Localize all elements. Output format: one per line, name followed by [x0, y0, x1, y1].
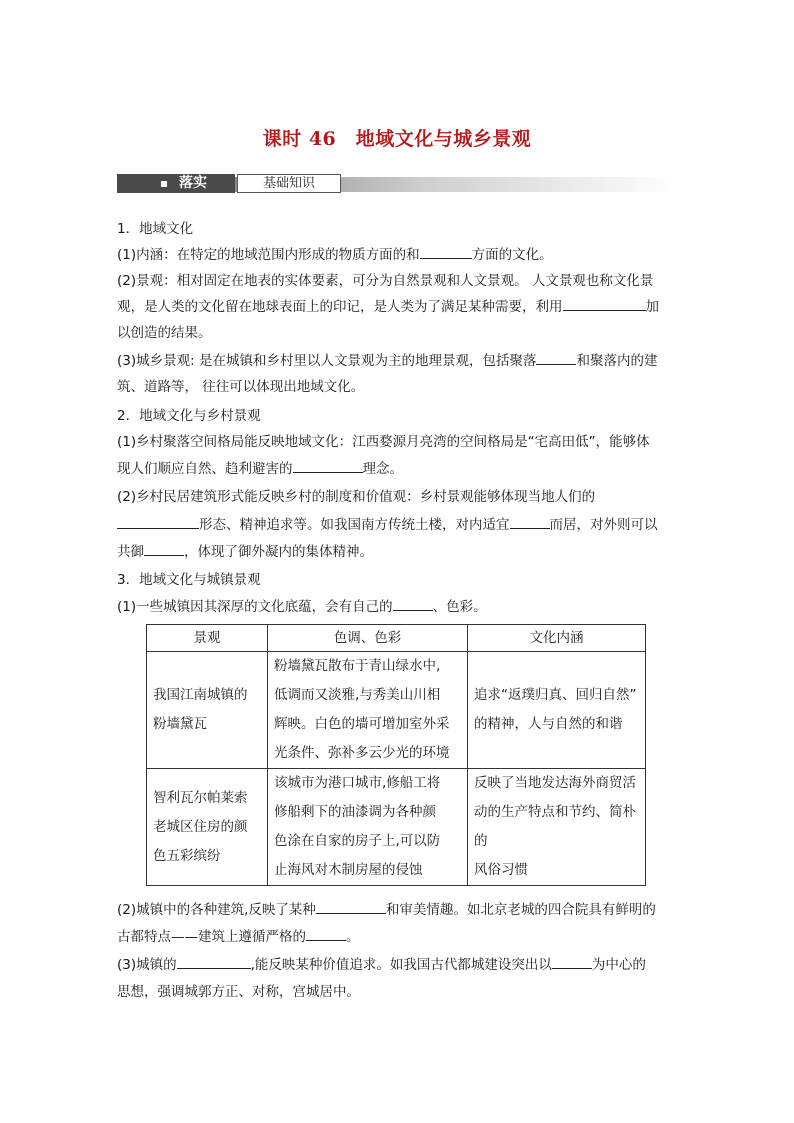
text-span: 观，是人类的文化留在地球表面上的印记，是人类为了满足某种需要，利用 [117, 299, 563, 315]
cell-line: 追求“返璞归真、回归自然” [474, 687, 637, 703]
fill-blank[interactable] [316, 900, 386, 914]
text-span: ，体现了御外凝内的集体精神。 [184, 544, 373, 560]
s3-item-2-line-1 [117, 900, 656, 920]
s1-item-2-line-2 [117, 297, 659, 317]
s1-item-2-line-3: 以创造的结果。 [117, 325, 212, 341]
cell-line: 粉墙黛瓦散布于青山绿水中, [274, 658, 441, 674]
text-span: 方面的文化。 [471, 247, 553, 263]
fill-blank[interactable] [144, 542, 184, 556]
s3-item-2-line-2 [117, 927, 360, 947]
culture-table [146, 624, 646, 886]
s3-item-3-line-1 [117, 955, 646, 975]
fill-blank[interactable] [393, 597, 433, 611]
cell-line: 色五彩缤纷 [153, 847, 221, 864]
banner-label-primary: 落实 [179, 175, 207, 191]
section-3-heading: 3．地域文化与城镇景观 [117, 572, 261, 588]
fill-blank[interactable] [536, 351, 576, 365]
s2-item-1-line-1: (1)乡村聚落空间格局能反映地域文化：江西婺源月亮湾的空间格局是“宅高田低”，能够体 [117, 434, 650, 450]
section-2-heading: 2．地域文化与乡村景观 [117, 408, 261, 424]
s2-item-2-line-3 [117, 542, 373, 562]
text-span: 形态、精神追求等。如我国南方传统土楼，对内适宜 [199, 517, 510, 533]
s1-item-3-line-2: 筑、道路等， 往往可以体现出地域文化。 [117, 379, 365, 395]
cell-line: 的精神，人与自然的和谐 [474, 716, 623, 732]
section-1-heading: 1．地域文化 [117, 221, 194, 237]
table-cell-color [268, 652, 468, 769]
cell-line: 修船剩下的油漆调为各种颜 [274, 804, 436, 820]
fill-blank[interactable] [563, 297, 646, 311]
cell-line: 辉映。白色的墙可增加室外采 [274, 716, 450, 732]
text-span: (1)一些城镇因其深厚的文化底蕴，会有自己的 [117, 599, 393, 615]
s2-item-2-line-1: (2)乡村民居建筑形式能反映乡村的制度和价值观：乡村景观能够体现当地人们的 [117, 489, 596, 505]
s1-item-1 [117, 245, 553, 265]
text-span: 和聚落内的建 [576, 353, 658, 369]
fill-blank[interactable] [293, 459, 363, 473]
table-cell-culture [468, 652, 646, 769]
table-header-cell: 景观 [147, 625, 268, 652]
cell-line: 粉墙黛瓦 [153, 716, 207, 732]
table-header-cell: 文化内涵 [468, 625, 646, 652]
banner-dark-block [117, 174, 235, 193]
s1-item-2-line-1: (2)景观：相对固定在地表的实体要素，可分为自然景观和人文景观。 人文景观也称文化景 [117, 273, 654, 289]
text-span: 理念。 [362, 461, 403, 477]
text-span: (1)内涵：在特定的地域范围内形成的物质方面的和 [117, 247, 420, 263]
text-span: 现人们顺应自然、趋利避害的 [117, 461, 293, 477]
square-bullet-icon [161, 181, 167, 187]
cell-line: 光条件、弥补多云少光的环境 [274, 745, 450, 761]
cell-line: 止海风对木制房屋的侵蚀 [274, 862, 423, 878]
fill-blank[interactable] [306, 927, 346, 941]
page-title: 课时 46 地域文化与城乡景观 [262, 128, 532, 150]
s3-item-3-line-2: 思想，强调城郭方正、对称，宫城居中。 [117, 984, 360, 1000]
fill-blank[interactable] [510, 515, 550, 529]
text-span: 加 [645, 299, 659, 315]
fill-blank[interactable] [117, 515, 199, 529]
text-span: (3)城镇的 [117, 957, 177, 973]
cell-line: 反映了当地发达海外商贸活 [474, 775, 636, 791]
s3-item-1 [117, 597, 487, 617]
fill-blank[interactable] [420, 245, 472, 259]
cell-line: 智利瓦尔帕莱索 [153, 789, 248, 806]
table-cell-color [268, 769, 468, 886]
fill-blank[interactable] [552, 955, 592, 969]
table-cell-landscape [147, 769, 268, 886]
s2-item-2-line-2 [117, 515, 658, 535]
text-span: 而居，对外则可以 [549, 517, 658, 533]
s1-item-3-line-1 [117, 351, 657, 371]
table-cell-landscape [147, 652, 268, 769]
table-header-row [147, 625, 646, 652]
cell-line: 该城市为港口城市,修船工将 [274, 775, 441, 791]
cell-line: 老城区住房的颜 [153, 818, 248, 835]
text-span: ,能反映某种价值追求。如我国古代都城建设突出以 [250, 957, 552, 973]
text-span: 和审美情趣。如北京老城的四合院具有鲜明的 [385, 902, 656, 918]
s2-item-1-line-2 [117, 459, 403, 479]
table-cell-culture [468, 769, 646, 886]
table-header-cell: 色调、色彩 [268, 625, 468, 652]
section-banner [117, 174, 677, 193]
cell-line: 色涂在自家的房子上,可以防 [274, 833, 441, 849]
text-span: 。 [346, 929, 360, 945]
table-row [147, 652, 646, 769]
cell-line: 风俗习惯 [474, 862, 528, 878]
text-span: 为中心的 [591, 957, 646, 973]
cell-line: 我国江南城镇的 [153, 687, 248, 703]
table-row [147, 769, 646, 886]
cell-line: 低调而又淡雅,与秀美山川相 [274, 687, 441, 703]
fill-blank[interactable] [177, 955, 251, 969]
banner-label-secondary: 基础知识 [237, 174, 341, 193]
cell-line: 动的生产特点和节约、简朴的 [474, 804, 636, 849]
text-span: (3)城乡景观: 是在城镇和乡村里以人文景观为主的地理景观，包括聚落 [117, 353, 537, 369]
text-span: 古都特点——建筑上遵循严格的 [117, 929, 306, 945]
text-span: 、色彩。 [432, 599, 487, 615]
text-span: 共御 [117, 544, 144, 560]
text-span: (2)城镇中的各种建筑,反映了某种 [117, 902, 316, 918]
